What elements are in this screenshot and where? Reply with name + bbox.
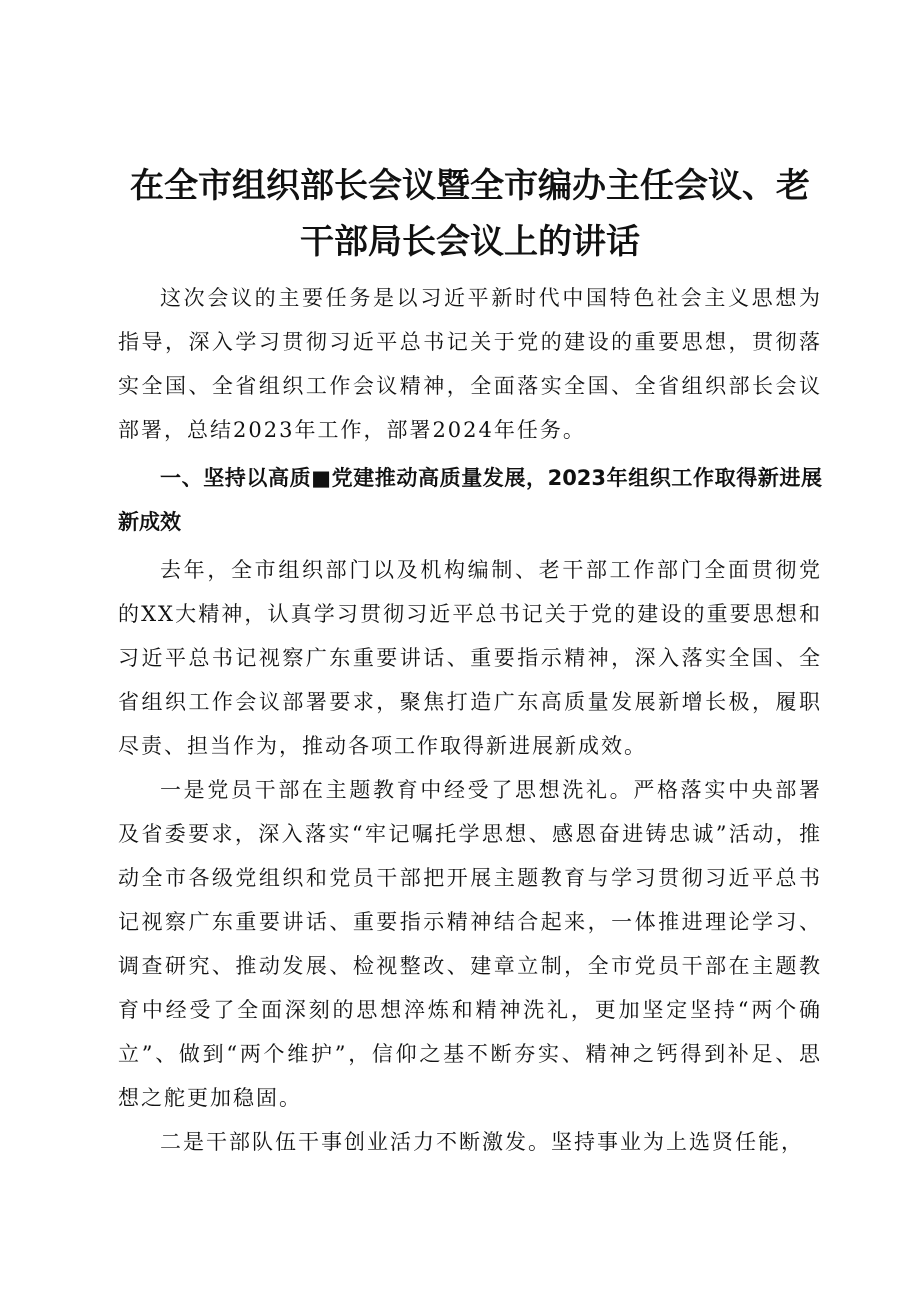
section1-paragraph-2: 一是党员干部在主题教育中经受了思想洗礼。严格落实中央部署及省委要求，深入落实“牢记嘱托学思想、感恩奋进铸忠诚”活动，推动全市各级党组织和党员干部把开展主题教育与学习贯彻习近平总书记视察广东重要讲话、重要指示精神结合起来，一体推进理论学习、调查研究、推动发展、检视整改、建章立制，全市党员干部在主题教育中经受了全面深刻的思想淬炼和精神洗礼，更加坚定坚持“两个确立”、做到“两个维护”，信仰之基不断夯实、精神之钙得到补足、思想之舵更加稳固。 xyxy=(118,778,822,1110)
section-heading-1: 一、坚持以高质■党建推动高质量发展，2023年组织工作取得新进展新成效 xyxy=(118,466,822,534)
section1-paragraph-1: 去年，全市组织部门以及机构编制、老干部工作部门全面贯彻党的XX大精神，认真学习贯彻习近平总书记关于党的建设的重要思想和习近平总书记视察广东重要讲话、重要指示精神，深入落实全国、全省组织工作会议部署要求，聚焦打造广东高质量发展新增长极，履职尽责、担当作为，推动各项工作取得新进展新成效。 xyxy=(118,558,822,758)
document-title: 在全市组织部长会议暨全市编办主任会议、老干部局长会议上的讲话 xyxy=(130,166,810,262)
section1-paragraph-3: 二是干部队伍干事创业活力不断激发。坚持事业为上选贤任能， xyxy=(160,1130,804,1154)
intro-paragraph: 这次会议的主要任务是以习近平新时代中国特色社会主义思想为指导，深入学习贯彻习近平总书记关于党的建设的重要思想，贯彻落实全国、全省组织工作会议精神，全面落实全国、全省组织部长会议部署，总结2023年工作，部署2024年任务。 xyxy=(118,286,822,442)
